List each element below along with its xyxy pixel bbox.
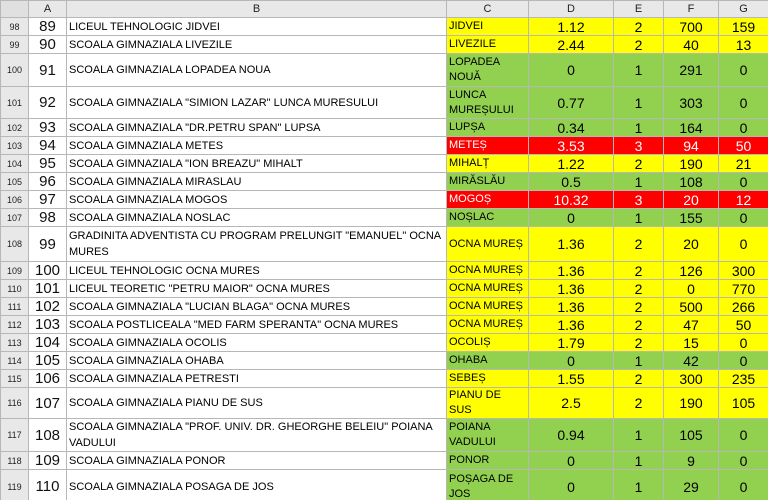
cell-d[interactable]: 0.34 xyxy=(529,119,614,137)
cell-a[interactable]: 98 xyxy=(29,209,67,227)
cell-a[interactable]: 96 xyxy=(29,173,67,191)
table-row xyxy=(1,280,768,298)
table-row xyxy=(1,155,768,173)
row-header[interactable]: 104 xyxy=(1,155,29,173)
cell-e[interactable]: 1 xyxy=(614,452,664,470)
cell-a[interactable]: 110 xyxy=(29,470,67,500)
cell-f[interactable]: 40 xyxy=(664,36,719,54)
cell-d[interactable]: 0.77 xyxy=(529,87,614,119)
cell-b[interactable]: LICEUL TEORETIC "PETRU MAIOR" OCNA MURES xyxy=(67,280,447,298)
cell-c[interactable]: OCNA MUREȘ xyxy=(447,227,529,262)
table-row xyxy=(1,470,768,500)
cell-e[interactable]: 2 xyxy=(614,280,664,298)
cell-g[interactable]: 159 xyxy=(719,18,768,36)
cell-d[interactable]: 2.44 xyxy=(529,36,614,54)
cell-e[interactable]: 1 xyxy=(614,54,664,87)
cell-f[interactable]: 105 xyxy=(664,419,719,452)
cell-g[interactable]: 0 xyxy=(719,173,768,191)
row-header[interactable]: 116 xyxy=(1,388,29,419)
cell-e[interactable]: 2 xyxy=(614,227,664,262)
cell-d[interactable]: 1.79 xyxy=(529,334,614,352)
cell-g[interactable]: 0 xyxy=(719,227,768,262)
cell-f[interactable]: 20 xyxy=(664,227,719,262)
cell-e[interactable]: 1 xyxy=(614,173,664,191)
cell-c[interactable]: OCNA MUREȘ xyxy=(447,280,529,298)
table-row xyxy=(1,352,768,370)
cell-e[interactable]: 1 xyxy=(614,209,664,227)
cell-b[interactable]: SCOALA GIMNAZIALA MOGOS xyxy=(67,191,447,209)
cell-a[interactable]: 91 xyxy=(29,54,67,87)
cell-d[interactable]: 0 xyxy=(529,54,614,87)
cell-e[interactable]: 1 xyxy=(614,87,664,119)
cell-c[interactable]: MIHALȚ xyxy=(447,155,529,173)
row-header[interactable]: 108 xyxy=(1,227,29,262)
cell-a[interactable]: 90 xyxy=(29,36,67,54)
table-row xyxy=(1,173,768,191)
cell-g[interactable]: 235 xyxy=(719,370,768,388)
cell-d[interactable]: 0 xyxy=(529,352,614,370)
cell-c[interactable]: POȘAGA DE JOS xyxy=(447,470,529,500)
cell-a[interactable]: 107 xyxy=(29,388,67,419)
cell-c[interactable]: JIDVEI xyxy=(447,18,529,36)
cell-a[interactable]: 106 xyxy=(29,370,67,388)
cell-c[interactable]: PIANU DE SUS xyxy=(447,388,529,419)
cell-a[interactable]: 89 xyxy=(29,18,67,36)
cell-b[interactable]: SCOALA GIMNAZIALA PIANU DE SUS xyxy=(67,388,447,419)
cell-f[interactable]: 9 xyxy=(664,452,719,470)
cell-f[interactable]: 126 xyxy=(664,262,719,280)
row-header[interactable]: 103 xyxy=(1,137,29,155)
cell-f[interactable]: 155 xyxy=(664,209,719,227)
row-header[interactable]: 105 xyxy=(1,173,29,191)
column-header-b[interactable]: B xyxy=(67,1,447,18)
cell-g[interactable]: 21 xyxy=(719,155,768,173)
cell-c[interactable]: OCNA MUREȘ xyxy=(447,262,529,280)
table-row xyxy=(1,209,768,227)
row-header[interactable]: 117 xyxy=(1,419,29,452)
cell-f[interactable]: 29 xyxy=(664,470,719,500)
cell-g[interactable]: 0 xyxy=(719,54,768,87)
cell-e[interactable]: 2 xyxy=(614,298,664,316)
cell-d[interactable]: 10.32 xyxy=(529,191,614,209)
cell-f[interactable]: 108 xyxy=(664,173,719,191)
column-header-d[interactable]: D xyxy=(529,1,614,18)
cell-a[interactable]: 101 xyxy=(29,280,67,298)
cell-f[interactable]: 190 xyxy=(664,155,719,173)
table-row xyxy=(1,227,768,262)
cell-d[interactable]: 1.36 xyxy=(529,298,614,316)
cell-b[interactable]: SCOALA GIMNAZIALA NOSLAC xyxy=(67,209,447,227)
cell-c[interactable]: OCNA MUREȘ xyxy=(447,298,529,316)
cell-c[interactable]: PONOR xyxy=(447,452,529,470)
table-row xyxy=(1,87,768,119)
table-row xyxy=(1,370,768,388)
cell-b[interactable]: LICEUL TEHNOLOGIC OCNA MURES xyxy=(67,262,447,280)
cell-e[interactable]: 2 xyxy=(614,36,664,54)
row-header[interactable]: 118 xyxy=(1,452,29,470)
cell-e[interactable]: 2 xyxy=(614,316,664,334)
cell-g[interactable]: 12 xyxy=(719,191,768,209)
cell-f[interactable]: 303 xyxy=(664,87,719,119)
column-header-a[interactable]: A xyxy=(29,1,67,18)
cell-b[interactable]: SCOALA GIMNAZIALA "SIMION LAZAR" LUNCA MURESULUI xyxy=(67,87,447,119)
cell-c[interactable]: LUNCA MUREȘULUI xyxy=(447,87,529,119)
cell-d[interactable]: 0 xyxy=(529,209,614,227)
cell-b[interactable]: SCOALA GIMNAZIALA "ION BREAZU" MIHALT xyxy=(67,155,447,173)
cell-e[interactable]: 2 xyxy=(614,155,664,173)
row-header[interactable]: 99 xyxy=(1,36,29,54)
cell-e[interactable]: 3 xyxy=(614,137,664,155)
cell-c[interactable]: NOȘLAC xyxy=(447,209,529,227)
cell-b[interactable]: SCOALA GIMNAZIALA "LUCIAN BLAGA" OCNA MURES xyxy=(67,298,447,316)
table-row xyxy=(1,298,768,316)
cell-e[interactable]: 2 xyxy=(614,370,664,388)
cell-c[interactable]: OCOLIȘ xyxy=(447,334,529,352)
column-header-c[interactable]: C xyxy=(447,1,529,18)
cell-f[interactable]: 94 xyxy=(664,137,719,155)
cell-f[interactable]: 190 xyxy=(664,388,719,419)
cell-e[interactable]: 1 xyxy=(614,119,664,137)
cell-e[interactable]: 1 xyxy=(614,352,664,370)
cell-d[interactable]: 1.36 xyxy=(529,227,614,262)
cell-g[interactable]: 0 xyxy=(719,470,768,500)
cell-b[interactable]: GRADINITA ADVENTISTA CU PROGRAM PRELUNGIT "EMANUEL" OCNA MURES xyxy=(67,227,447,262)
cell-a[interactable]: 108 xyxy=(29,419,67,452)
row-header[interactable]: 101 xyxy=(1,87,29,119)
cell-b[interactable]: SCOALA GIMNAZIALA PONOR xyxy=(67,452,447,470)
cell-d[interactable]: 0 xyxy=(529,470,614,500)
cell-f[interactable]: 300 xyxy=(664,370,719,388)
cell-b[interactable]: SCOALA GIMNAZIALA LOPADEA NOUA xyxy=(67,54,447,87)
cell-g[interactable]: 0 xyxy=(719,334,768,352)
row-header[interactable]: 107 xyxy=(1,209,29,227)
cell-b[interactable]: SCOALA GIMNAZIALA "PROF. UNIV. DR. GHEORGHE BELEIU" POIANA VADULUI xyxy=(67,419,447,452)
cell-g[interactable]: 0 xyxy=(719,452,768,470)
cell-b[interactable]: SCOALA POSTLICEALA "MED FARM SPERANTA" OCNA MURES xyxy=(67,316,447,334)
table-row xyxy=(1,334,768,352)
cell-d[interactable]: 1.36 xyxy=(529,262,614,280)
cell-c[interactable]: METEȘ xyxy=(447,137,529,155)
cell-c[interactable]: POIANA VADULUI xyxy=(447,419,529,452)
cell-b[interactable]: SCOALA GIMNAZIALA OCOLIS xyxy=(67,334,447,352)
table-row xyxy=(1,191,768,209)
cell-g[interactable]: 13 xyxy=(719,36,768,54)
cell-b[interactable]: SCOALA GIMNAZIALA PETRESTI xyxy=(67,370,447,388)
cell-g[interactable]: 770 xyxy=(719,280,768,298)
cell-e[interactable]: 1 xyxy=(614,470,664,500)
cell-a[interactable]: 100 xyxy=(29,262,67,280)
cell-a[interactable]: 105 xyxy=(29,352,67,370)
cell-b[interactable]: SCOALA GIMNAZIALA OHABA xyxy=(67,352,447,370)
cell-a[interactable]: 99 xyxy=(29,227,67,262)
cell-e[interactable]: 3 xyxy=(614,191,664,209)
cell-g[interactable]: 0 xyxy=(719,87,768,119)
row-header[interactable]: 119 xyxy=(1,470,29,500)
table-row xyxy=(1,262,768,280)
cell-a[interactable]: 95 xyxy=(29,155,67,173)
cell-c[interactable]: LIVEZILE xyxy=(447,36,529,54)
cell-d[interactable]: 1.12 xyxy=(529,18,614,36)
row-header[interactable]: 109 xyxy=(1,262,29,280)
cell-c[interactable]: MIRĂSLĂU xyxy=(447,173,529,191)
cell-d[interactable]: 0 xyxy=(529,452,614,470)
cell-d[interactable]: 1.22 xyxy=(529,155,614,173)
table-row xyxy=(1,419,768,452)
cell-f[interactable]: 20 xyxy=(664,191,719,209)
cell-a[interactable]: 94 xyxy=(29,137,67,155)
column-header-row xyxy=(1,1,768,18)
cell-d[interactable]: 0.94 xyxy=(529,419,614,452)
cell-g[interactable]: 50 xyxy=(719,137,768,155)
cell-g[interactable]: 266 xyxy=(719,298,768,316)
cell-e[interactable]: 2 xyxy=(614,262,664,280)
table-row xyxy=(1,18,768,36)
row-header[interactable]: 106 xyxy=(1,191,29,209)
cell-f[interactable]: 164 xyxy=(664,119,719,137)
row-header[interactable]: 115 xyxy=(1,370,29,388)
cell-d[interactable]: 3.53 xyxy=(529,137,614,155)
cell-g[interactable]: 300 xyxy=(719,262,768,280)
cell-a[interactable]: 92 xyxy=(29,87,67,119)
cell-f[interactable]: 42 xyxy=(664,352,719,370)
cell-a[interactable]: 102 xyxy=(29,298,67,316)
cell-a[interactable]: 93 xyxy=(29,119,67,137)
cell-b[interactable]: LICEUL TEHNOLOGIC JIDVEI xyxy=(67,18,447,36)
cell-a[interactable]: 103 xyxy=(29,316,67,334)
cell-c[interactable]: OHABA xyxy=(447,352,529,370)
cell-d[interactable]: 1.55 xyxy=(529,370,614,388)
table-row xyxy=(1,137,768,155)
row-header[interactable]: 110 xyxy=(1,280,29,298)
cell-g[interactable]: 0 xyxy=(719,419,768,452)
cell-d[interactable]: 1.36 xyxy=(529,316,614,334)
table-row xyxy=(1,54,768,87)
cell-f[interactable]: 15 xyxy=(664,334,719,352)
table-row xyxy=(1,388,768,419)
cell-e[interactable]: 2 xyxy=(614,334,664,352)
table-row xyxy=(1,316,768,334)
cell-f[interactable]: 291 xyxy=(664,54,719,87)
cell-b[interactable]: SCOALA GIMNAZIALA LIVEZILE xyxy=(67,36,447,54)
cell-c[interactable]: LUPȘA xyxy=(447,119,529,137)
table-row xyxy=(1,452,768,470)
cell-f[interactable]: 0 xyxy=(664,280,719,298)
row-header[interactable]: 102 xyxy=(1,119,29,137)
cell-b[interactable]: SCOALA GIMNAZIALA POSAGA DE JOS xyxy=(67,470,447,500)
cell-d[interactable]: 1.36 xyxy=(529,280,614,298)
column-header-f[interactable]: F xyxy=(664,1,719,18)
column-header-g[interactable]: G xyxy=(719,1,768,18)
row-header[interactable]: 111 xyxy=(1,298,29,316)
select-all-corner[interactable] xyxy=(1,1,29,18)
cell-a[interactable]: 109 xyxy=(29,452,67,470)
cell-g[interactable]: 105 xyxy=(719,388,768,419)
cell-f[interactable]: 47 xyxy=(664,316,719,334)
table-row xyxy=(1,36,768,54)
cell-e[interactable]: 2 xyxy=(614,18,664,36)
cell-g[interactable]: 0 xyxy=(719,209,768,227)
cell-d[interactable]: 0.5 xyxy=(529,173,614,191)
cell-c[interactable]: SEBEȘ xyxy=(447,370,529,388)
cell-g[interactable]: 50 xyxy=(719,316,768,334)
row-header[interactable]: 98 xyxy=(1,18,29,36)
table-row xyxy=(1,119,768,137)
cell-e[interactable]: 1 xyxy=(614,419,664,452)
cell-b[interactable]: SCOALA GIMNAZIALA "DR.PETRU SPAN" LUPSA xyxy=(67,119,447,137)
cell-f[interactable]: 700 xyxy=(664,18,719,36)
row-header[interactable]: 112 xyxy=(1,316,29,334)
cell-b[interactable]: SCOALA GIMNAZIALA METES xyxy=(67,137,447,155)
cell-a[interactable]: 104 xyxy=(29,334,67,352)
row-header[interactable]: 114 xyxy=(1,352,29,370)
cell-c[interactable]: MOGOȘ xyxy=(447,191,529,209)
cell-d[interactable]: 2.5 xyxy=(529,388,614,419)
row-header[interactable]: 100 xyxy=(1,54,29,87)
column-header-e[interactable]: E xyxy=(614,1,664,18)
cell-f[interactable]: 500 xyxy=(664,298,719,316)
cell-g[interactable]: 0 xyxy=(719,352,768,370)
cell-g[interactable]: 0 xyxy=(719,119,768,137)
cell-c[interactable]: OCNA MUREȘ xyxy=(447,316,529,334)
cell-a[interactable]: 97 xyxy=(29,191,67,209)
cell-e[interactable]: 2 xyxy=(614,388,664,419)
cell-b[interactable]: SCOALA GIMNAZIALA MIRASLAU xyxy=(67,173,447,191)
row-header[interactable]: 113 xyxy=(1,334,29,352)
cell-c[interactable]: LOPADEA NOUĂ xyxy=(447,54,529,87)
